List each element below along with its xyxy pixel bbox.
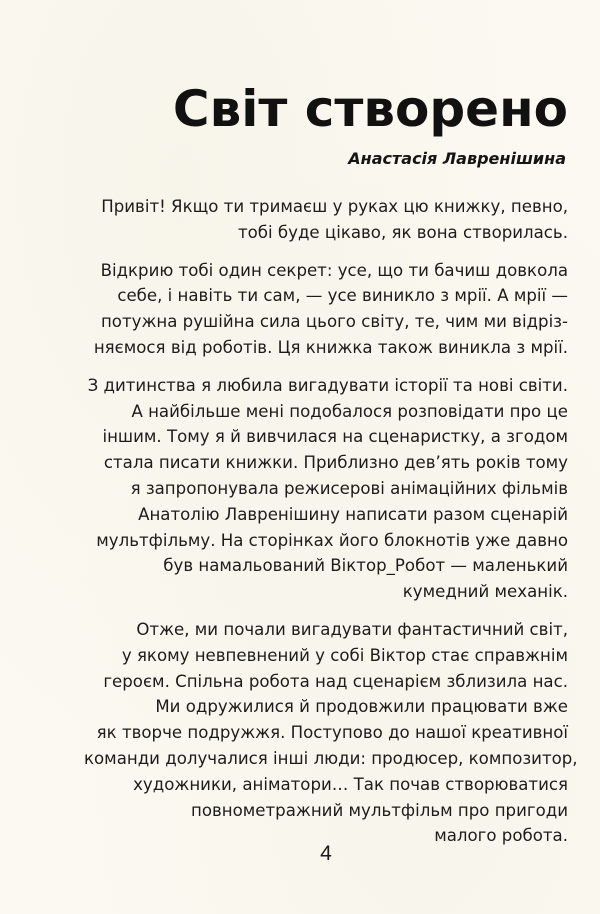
chapter-title: Світ створено <box>172 80 568 138</box>
text-line: іншим. Тому я й вивчилася на сценаристку, а згодом <box>102 427 568 447</box>
text-line: мультфільму. На сторінках його блокнотів уже давно <box>96 530 568 550</box>
text-line: тобі буде цікаво, як вона створилась. <box>237 222 568 242</box>
text-line: художники, аніматори… Так почав створюватися <box>133 774 568 794</box>
author-name: Анастасія Лавренішина <box>348 149 566 168</box>
paragraph-3 <box>84 373 568 605</box>
text-line: Відкрию тобі один секрет: усе, що ти бачиш довкола <box>100 260 568 280</box>
paragraph-4 <box>84 617 578 849</box>
text-line: повнометражний мультфільм про пригоди <box>191 800 568 820</box>
body-text <box>84 194 578 861</box>
paragraph-2 <box>84 258 568 361</box>
text-line: малого робота. <box>434 826 568 846</box>
text-line: у якому невпевнений у собі Віктор стає справжнім <box>121 645 568 665</box>
text-line: себе, і навіть ти сам, — усе виникло з мрії. А мрії — <box>117 286 568 306</box>
text-line: стала писати книжки. Приблизно дев’ять років тому <box>103 453 568 473</box>
text-line: няємося від роботів. Ця книжка також виникла з мрії. <box>93 337 568 357</box>
text-line: Отже, ми почали вигадувати фантастичний світ, <box>136 619 568 639</box>
text-line: я запропонувала режисерові анімаційних фільмів <box>130 478 568 498</box>
text-line: Анатолію Лавренішину написати разом сценарій <box>138 504 568 524</box>
text-line: як творче подружжя. Поступово до нашої креативної <box>96 723 568 743</box>
page-number: 4 <box>320 842 332 865</box>
text-line: Привіт! Якщо ти тримаєш у руках цю книжку, певно, <box>101 197 568 216</box>
text-line: героєм. Спільна робота над сценарієм зблизила нас. <box>103 671 568 691</box>
text-line: був намальований Віктор_Робот — маленький <box>163 556 568 576</box>
text-line: А найбільше мені подобалося розповідати про це <box>131 401 568 421</box>
text-line: З дитинства я любила вигадувати історії та нові світи. <box>87 375 568 395</box>
paragraph-1 <box>84 194 568 246</box>
text-line: потужна рушійна сила цього світу, те, чим ми відріз- <box>100 312 568 332</box>
text-line: кумедний механік. <box>402 582 568 602</box>
text-line: команди долучалися інші люди: продюсер, композитор, <box>84 748 578 768</box>
text-line: Ми одружилися й продовжили працювати вже <box>155 697 568 717</box>
